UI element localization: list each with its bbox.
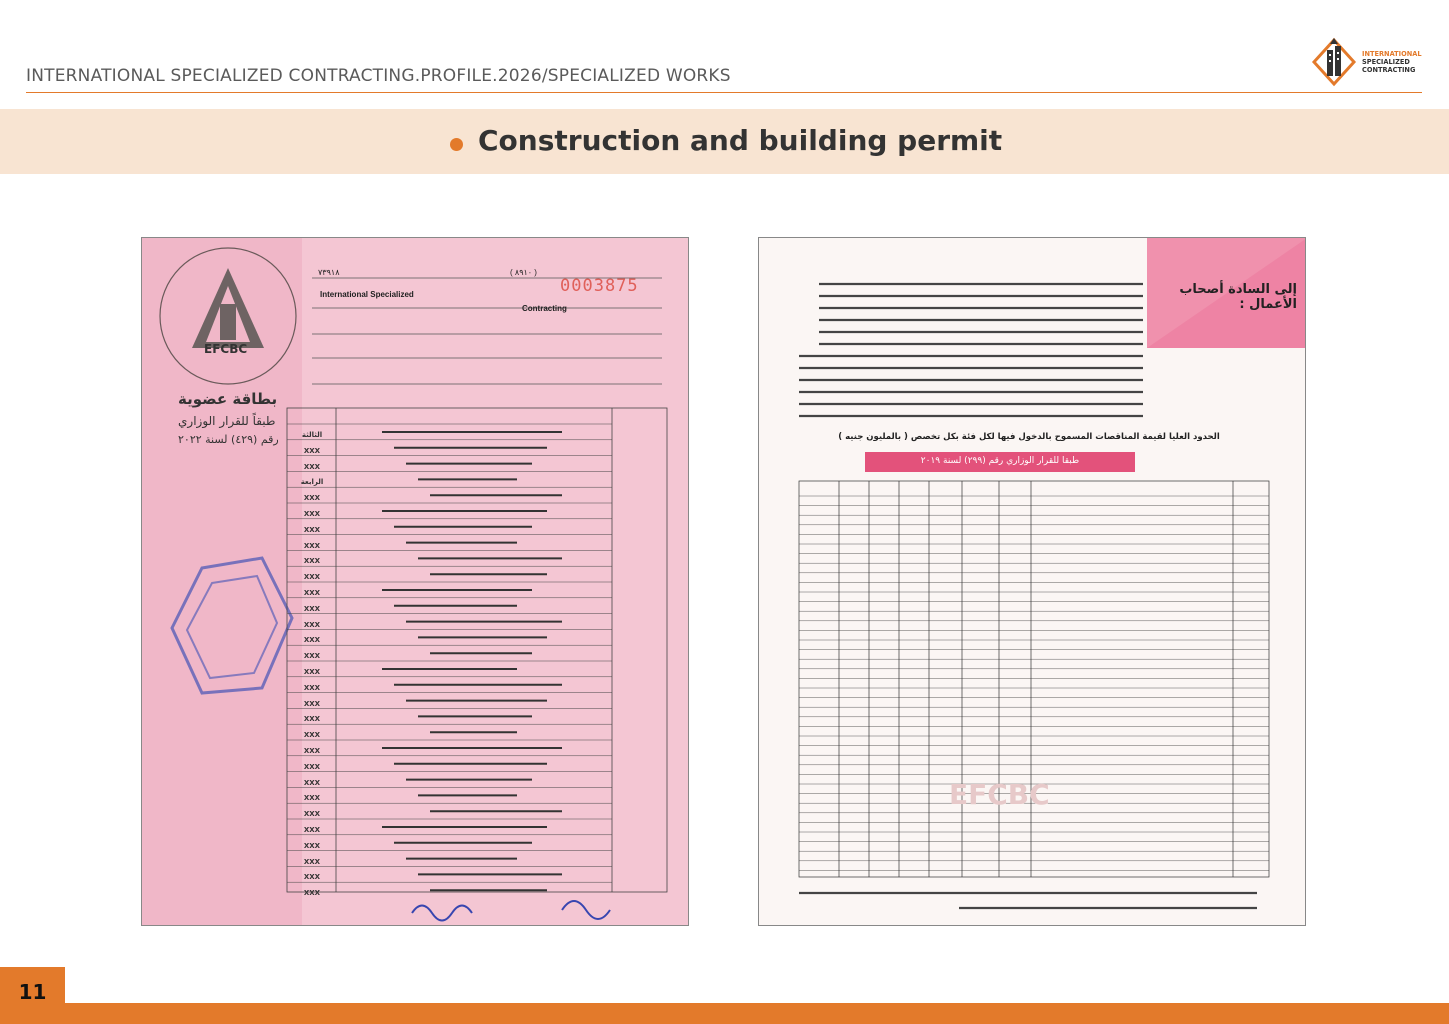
grade-cell: XXX [303, 509, 321, 518]
header-divider [26, 92, 1422, 93]
card-subtitle: طبقاً للقرار الوزاري [178, 414, 276, 428]
grade-cell: XXX [303, 667, 321, 676]
table-title: الحدود العليا لقيمة المناقصات المسموح بالدخول فيها لكل فئة بكل تخصص ( بالمليون جنيه ) [838, 432, 1220, 442]
grade-cell: XXX [303, 541, 321, 550]
branch-number: ( ٨٩١٠ ) [510, 268, 537, 277]
grade-cell: XXX [303, 825, 321, 834]
grade-cell: الرابعة [300, 478, 324, 487]
grade-cell: XXX [303, 462, 321, 471]
building-logo-icon [1310, 36, 1358, 88]
grade-cell: XXX [303, 857, 321, 866]
serial-number: 0003875 [560, 276, 639, 296]
grade-cell: XXX [303, 778, 321, 787]
header-path: INTERNATIONAL SPECIALIZED CONTRACTING.PROFILE.2026/SPECIALIZED WORKS [26, 66, 731, 86]
company-logo [1310, 36, 1434, 88]
grade-cell: XXX [303, 525, 321, 534]
grade-cell: XXX [303, 573, 321, 582]
grade-cell: XXX [303, 588, 321, 597]
grade-cell: XXX [303, 762, 321, 771]
grade-cell: XXX [303, 683, 321, 692]
decree-box-label: طبقا للقرار الوزاري رقم (٢٩٩) لسنة ٢٠١٩ [920, 456, 1080, 466]
grade-cell: XXX [303, 731, 321, 740]
grade-cell: XXX [303, 794, 321, 803]
grade-cell: XXX [303, 494, 321, 503]
grade-cell: XXX [303, 699, 321, 708]
grade-cell: XXX [303, 873, 321, 882]
grade-cell: XXX [303, 841, 321, 850]
grade-cell: XXX [303, 636, 321, 645]
grade-cell: XXX [303, 620, 321, 629]
membership-number: ٧٣٩١٨ [318, 268, 340, 277]
company-name: International Specialized [320, 290, 414, 299]
grade-cell: XXX [303, 557, 321, 566]
logo-text: INTERNATIONAL SPECIALIZED CONTRACTING [1362, 50, 1422, 74]
grade-cell: XXX [303, 604, 321, 613]
sheet-heading: إلى السادة أصحاب الأعمال : [1179, 282, 1297, 312]
grade-cell: XXX [303, 889, 321, 898]
watermark: EFCBC [949, 778, 1050, 811]
grade-cell: XXX [303, 446, 321, 455]
membership-card-scan [141, 237, 689, 926]
company-name-2: Contracting [522, 304, 567, 313]
grade-cell: XXX [303, 810, 321, 819]
card-title: بطاقة عضوية [178, 390, 278, 408]
federation-abbreviation: EFCBC [204, 342, 248, 356]
grade-column [288, 428, 336, 902]
grade-cell: XXX [303, 715, 321, 724]
grade-cell: XXX [303, 746, 321, 755]
bullet-dot [450, 138, 463, 151]
tender-limits-sheet-scan [758, 237, 1306, 926]
card-decree: رقم (٤٢٩) لسنة ٢٠٢٢ [178, 433, 279, 446]
footer-bar [0, 1003, 1449, 1024]
grade-cell: XXX [303, 652, 321, 661]
page-number: 11 [0, 967, 65, 1024]
grade-cell: الثالثة [301, 431, 323, 439]
page-title: Construction and building permit [478, 124, 1003, 157]
